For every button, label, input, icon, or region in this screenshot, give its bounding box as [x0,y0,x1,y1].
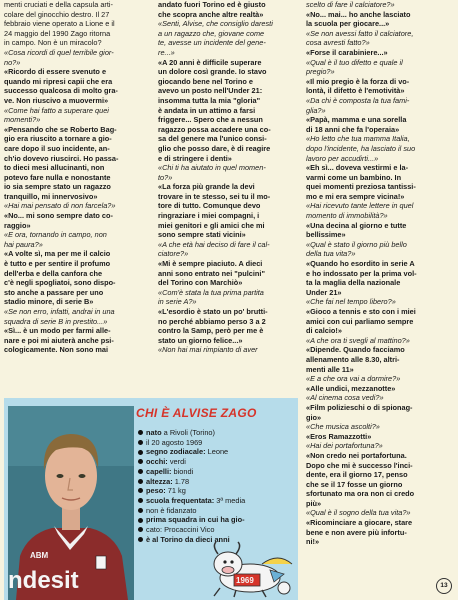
player-photo [8,406,134,600]
interview-question-line: ciatore?» [158,249,189,259]
interview-question-line: «Qual è il tuo difetto e quale il [306,57,403,67]
interview-question-line: dopo l'incidente, ha lasciato il suo [306,143,416,153]
interview-answer-line: «Eh sì... doveva vestirmi e la- [306,163,409,173]
interview-answer-line: «Pensando che se Roberto Bag- [4,124,117,134]
interview-answer-line: ch'io dovevo riuscirci. Ho passa- [4,153,119,163]
interview-question-line: a un ragazzo che, giovane come [158,28,265,38]
interview-answer-line: che scopra anche altre realtà» [158,9,264,19]
interview-question-line: «Ho letto che tua mamma Italia, [306,134,410,144]
interview-answer-line: «Dipende. Quando facciamo [306,345,405,355]
interview-answer-line: più» [306,498,322,508]
fact-label: peso: [146,486,166,496]
bullet-icon [138,508,143,513]
interview-question-line: della tua vita?» [306,249,356,259]
fact-value: verdi [167,457,186,467]
interview-answer-line: varmi come un bambino. In [306,172,402,182]
profile-fact [138,457,296,467]
interview-answer-line: avevo un posto nell'Under 21: [158,86,263,96]
interview-answer-line: dell'erba e della canfora che [4,268,103,278]
interview-answer-line: quando mi ripresi capii che era [4,76,113,86]
profile-fact [138,486,296,496]
fact-label: segno zodiacale: [146,447,206,457]
interview-answer-line: tranquillo, mi innervosivo» [4,191,98,201]
interview-answer-line: ni!» [306,537,320,547]
interview-answer-line: è andata in un attimo a farsi [158,105,256,115]
interview-question-line: «Hai dei portafortuna?» [306,441,383,451]
interview-answer-line: gio» [306,412,322,422]
interview-answer-line: insomma tutta la mia "gloria" [158,95,261,105]
interview-answer-line: cologicamente. Non sono mai [4,345,109,355]
interview-answer-line: «Ricordo di essere svenuto e [4,67,107,77]
bullet-icon [138,440,143,445]
profile-fact [138,515,296,525]
interview-answer-line: bellissime» [306,230,346,240]
interview-answer-line: «Forse il carabiniere...» [306,47,388,57]
interview-answer-line: «Quando ho esordito in serie A [306,259,415,269]
interview-answer-line: miei genitori e gli amici che mi [158,220,265,230]
interview-answer-line: andato fuori Torino ed è giusto [158,0,266,9]
body-text-line: colare del ginocchio destro. Il 27 [4,9,110,19]
interview-question-line: «Se non erro, infatti, andrai in una [4,307,115,316]
bull-mascot-illustration [200,534,298,598]
profile-title: CHI È ALVISE ZAGO [136,406,257,420]
bullet-icon [138,518,143,523]
interview-answer-line: io sia sempre stato un ragazzo [4,182,111,192]
bullet-icon [138,430,143,435]
interview-answer-line: to dieci mesi allucinanti, non [4,163,105,173]
interview-question-line: «Hai mai pensato di non farcela?» [4,201,116,211]
body-text-line: menti cruciati e della capsula arti- [4,0,113,9]
interview-question-line: re...» [158,47,175,57]
interview-answer-line: e di stringere i denti» [158,153,232,163]
interview-question-line: «E ora, tornando in campo, non [4,230,107,240]
fact-label: occhi: [146,457,168,467]
interview-answer-line: che se il 17 fosse un giorno [306,479,403,489]
interview-answer-line: gio era riuscito a tornare a gio- [4,134,112,144]
interview-answer-line: è tutto e per sentire il profumo [4,259,111,269]
interview-question-line: cosa avresti fatto?» [306,38,370,48]
interview-answer-line: «Gioco a tennis e sto con i miei [306,307,416,316]
fact-value: a Rivoli (Torino) [161,428,215,437]
shirt-sponsor-top: ABM [30,551,49,560]
interview-question-line: scelto di fare il calciatore?» [306,0,395,9]
interview-question-line: «Da chi è composta la tua fami- [306,95,410,105]
article-column-2 [158,0,304,355]
interview-answer-line: «No... mi sono sempre dato co- [4,211,113,221]
interview-answer-line: care dopo il suo incidente, an- [4,143,110,153]
interview-answer-line: trovare in te stesso, sei tu il mo- [158,191,271,201]
interview-answer-line: «Eros Ramazzotti» [306,431,372,441]
mascot-year-label: 1969 [236,576,254,585]
interview-question-line: «A che ora ti svegli al mattino?» [306,335,410,345]
interview-answer-line: ragazzo possa accadere una co- [158,124,271,134]
profile-fact [138,428,296,438]
profile-fact [138,447,296,457]
interview-answer-line: «Una decina al giorno e tutte [306,220,407,230]
interview-answer-line: lontà, il difetto è l'emotività» [306,86,405,96]
fact-label: scuola frequentata: [146,495,215,505]
interview-question-line: «Che fai nel tempo libero?» [306,297,396,307]
fact-label: altezza: [146,476,173,486]
interview-answer-line: «Ricominciare a giocare, stare [306,518,413,528]
interview-answer-line: friggere... Spero che a nessun [158,115,263,125]
interview-question-line: «Qual è stato il giorno più bello [306,239,407,249]
interview-question-line: no?» [4,57,21,67]
fact-value: è al Torino da dieci anni [146,534,230,544]
fact-label: prima squadra in cui ha gio- [146,515,245,525]
interview-question-line: «Al cinema cosa vedi?» [306,393,384,403]
interview-question-line: «Qual è il sogno della tua vita?» [306,508,411,518]
fact-value: biondi [171,466,194,476]
interview-answer-line: quei momenti preziosa tantissi- [306,182,416,192]
bullet-icon [138,498,143,503]
interview-question-line: hai paura?» [4,239,43,249]
profile-fact [138,438,296,448]
interview-question-line: squadra di serie B in prestito...» [4,316,108,326]
profile-fact [138,477,296,487]
profile-fact [138,467,296,477]
interview-answer-line: stato un giorno felice...» [158,335,243,345]
interview-answer-line: ringraziare i miei compagni, i [158,211,260,221]
fact-value: 1.78 [172,476,190,486]
article-column-3 [306,0,454,547]
interview-answer-line: ve. Non riuscivo a muovermi» [4,95,109,105]
bullet-icon [138,459,143,464]
interview-answer-line: allenamento alle 8.30, altri- [306,354,400,364]
interview-answer-line: la scuola per giocare...» [306,19,390,29]
interview-question-line: «Come hai fatto a superare quei [4,105,109,115]
interview-answer-line: stadio minore, di serie B» [4,297,94,307]
fact-value: 3ª media [214,495,246,505]
bullet-icon [138,450,143,455]
interview-answer-line: sa del genere ma l'unico consi- [158,134,267,144]
bullet-icon [138,527,143,532]
interview-answer-line: giocando bene nel Torino e [158,76,253,86]
interview-question-line: momento di immobilità?» [306,211,388,221]
interview-question-line: «A che età hai deciso di fare il cal- [158,239,270,249]
profile-box [4,398,298,600]
interview-answer-line: contro la Samp, però per me è [158,326,264,336]
interview-question-line: te, avesse un incidente del gene- [158,38,266,48]
interview-answer-line: «A 20 anni è difficile superare [158,57,262,67]
interview-answer-line: «Il mio pregio è la forza di vo- [306,76,410,86]
interview-answer-line: amici con cui parliamo sempre [306,316,414,326]
body-text-line: febbraio viene operato a Lione e il [4,19,115,29]
team-crest [96,556,106,569]
interview-answer-line: del Torino con Marchiò» [158,278,243,288]
interview-answer-line: «Mi è sempre piaciuto. A dieci [158,259,263,269]
interview-answer-line: e ho indossato per la prima vol- [306,268,417,278]
interview-answer-line: raggio» [4,220,31,230]
interview-answer-line: potevo fare nulla e nonostante [4,172,111,182]
interview-answer-line: sono sempre stati vicini» [158,230,246,240]
profile-facts [138,428,296,544]
interview-question-line: pregio?» [306,67,335,77]
interview-question-line: «Che musica ascolti?» [306,422,380,432]
interview-question-line: «Cosa ricordi di quel terribile gior- [4,47,114,57]
page-number: 13 [436,578,452,594]
interview-answer-line: mo e mi era sempre vicina!» [306,191,405,201]
interview-answer-line: di 18 anni che fa l'operaia» [306,124,400,134]
interview-answer-line: «Sì... è un modo per farmi alle- [4,326,111,336]
body-text-line: 24 maggio del 1990 Zago ritorna [4,28,111,38]
article-column-1 [4,0,150,355]
bullet-icon [138,537,143,542]
interview-answer-line: Dopo che mi è successo l'inci- [306,460,413,470]
interview-answer-line: Under 21» [306,287,342,297]
interview-answer-line: no perché abbiamo perso 3 a 2 [158,316,266,326]
interview-question-line: «Se non avessi fatto il calciatore, [306,28,414,38]
interview-answer-line: c'è negli spogliatoi, sono dispo- [4,278,116,288]
interview-answer-line: «L'esordio è stato un po' brutti- [158,307,268,316]
interview-answer-line: successo qualcosa di molto gra- [4,86,118,96]
interview-answer-line: bene e non avere più infortu- [306,527,407,537]
interview-question-line: glia?» [306,105,326,115]
interview-question-line: to?» [158,172,173,182]
player-portrait [8,406,134,600]
interview-answer-line: sto anche a passare per uno [4,287,104,297]
fact-value: non è fidanzato [146,505,197,515]
interview-answer-line: «La forza più grande la devi [158,182,255,192]
profile-fact [138,506,296,516]
interview-answer-line: nare e poi mi aiuterà anche psi- [4,335,114,345]
interview-answer-line: glio che posso dare, è di reagire [158,143,271,153]
interview-answer-line: ta la maglia della nazionale [306,278,401,288]
fact-value: Leone [205,447,229,457]
interview-question-line: «Com'è stata la tua prima partita [158,287,264,297]
body-text-line: in campo. Non è un miracolo? [4,38,102,48]
interview-question-line: «Hai ricevuto tante lettere in quel [306,201,414,211]
interview-answer-line: «A volte sì, ma per me il calcio [4,249,111,259]
interview-question-line: «Senti, Alvise, che consiglio daresti [158,19,273,29]
bullet-icon [138,469,143,474]
profile-fact [138,496,296,506]
interview-answer-line: menti alle 11» [306,364,354,374]
interview-question-line: «Non hai mai rimpianto di aver [158,345,258,355]
interview-answer-line: dente, era il giorno 17, penso [306,470,408,480]
fact-value: il 20 agosto 1969 [146,437,203,447]
fact-value: 71 kg [165,486,186,496]
interview-question-line: «Chi ti ha aiutato in quel momen- [158,163,266,173]
fact-label: nato [146,428,162,437]
interview-question-line: lavoro per accudirti...» [306,153,379,163]
interview-answer-line: anni sono entrato nei "pulcini" [158,268,265,278]
interview-answer-line: sfortunato ma ora non ci credo [306,489,415,499]
fact-value: cato: Procaccini Vico [146,525,215,535]
fact-label: capelli: [146,466,172,476]
interview-question-line: momenti?» [4,115,41,125]
interview-answer-line: un dolore così grande. Io stavo [158,67,267,77]
interview-question-line: «E a che ora vai a dormire?» [306,374,401,384]
interview-question-line: in serie A?» [158,297,197,307]
interview-answer-line: «No... mai... ho anche lasciato [306,9,411,19]
bullet-icon [138,488,143,493]
interview-answer-line: «Papà, mamma e una sorella [306,115,407,125]
shirt-sponsor-text: ndesit [8,567,79,594]
interview-answer-line: tore di tutto. Comunque devo [158,201,261,211]
interview-answer-line: «Film polizieschi o di spionag- [306,402,413,412]
bullet-icon [138,479,143,484]
interview-answer-line: di calcio!» [306,326,342,336]
interview-answer-line: «Alle undici, mezzanotte» [306,383,396,393]
interview-answer-line: «Non credo nei portafortuna. [306,450,407,460]
